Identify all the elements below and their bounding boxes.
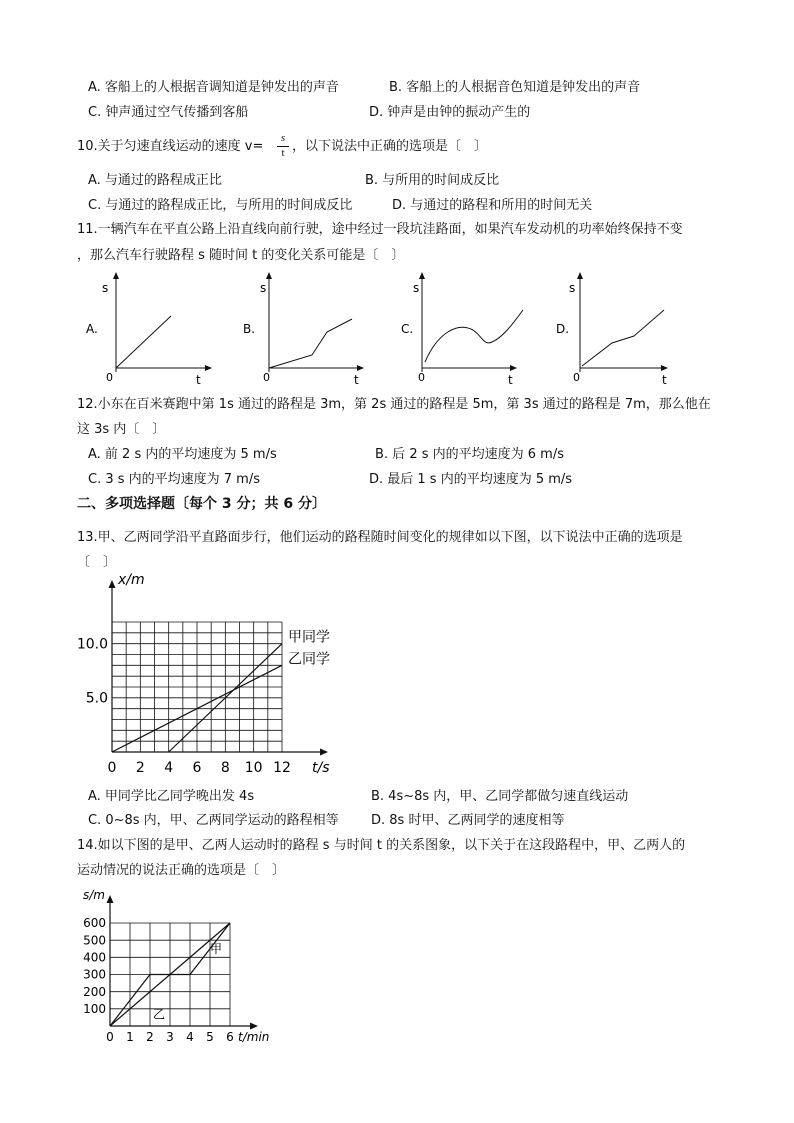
q13-chart-x-tick: 10 — [244, 760, 263, 776]
q14-chart-x-tick: 1 — [126, 1030, 134, 1044]
q9-option-c: C. 钟声通过空气传播到客船 — [88, 105, 249, 120]
q13-stem-line2: 〔 〕 — [77, 555, 117, 570]
q13-chart-y-title: x/m — [118, 572, 145, 588]
q9-option-a: A. 客船上的人根据音调知道是钟发出的声音 — [88, 80, 339, 95]
q11-stem-line2: ，那么汽车行驶路程 s 随时间 t 的变化关系可能是〔 〕 — [77, 248, 405, 263]
q10-stem-pre: 10.关于匀速直线运动的速度 v= — [77, 139, 264, 154]
q13-chart-y-arrow — [109, 580, 116, 588]
q12-option-b: B. 后 2 s 内的平均速度为 6 m/s — [375, 447, 564, 462]
q12-option-d: D. 最后 1 s 内的平均速度为 5 m/s — [369, 472, 573, 487]
q11-d-y-label: s — [569, 281, 576, 295]
q14-chart-x-tick: 5 — [206, 1030, 214, 1044]
q11-d-origin: 0 — [573, 371, 580, 384]
q13-chart-x-tick: 6 — [192, 760, 202, 776]
q11-graph-c — [401, 272, 523, 387]
q13-chart-y-tick: 10.0 — [76, 636, 108, 653]
q14-chart-y-tick: 400 — [83, 950, 106, 965]
q13-chart — [0, 572, 400, 780]
q11-a-origin: 0 — [106, 371, 113, 384]
q13-option-c: C. 0~8s 内，甲、乙两同学运动的路程相等 — [88, 813, 339, 828]
q14-chart-y-tick: 500 — [83, 933, 106, 948]
q14-chart-y-tick: 600 — [83, 916, 106, 931]
q10-option-d: D. 与通过的路程和所用的时间无关 — [392, 198, 593, 213]
q13-chart-x-tick: 0 — [107, 760, 117, 776]
q14-chart-x-tick: 3 — [166, 1030, 174, 1044]
q14-chart — [0, 885, 300, 1050]
q13-option-d: D. 8s 时甲、乙两同学的速度相等 — [371, 813, 565, 828]
q12-option-c: C. 3 s 内的平均速度为 7 m/s — [88, 472, 261, 487]
q11-c-origin: 0 — [418, 371, 425, 384]
q13-option-b: B. 4s~8s 内，甲、乙同学都做匀速直线运动 — [371, 789, 629, 804]
section-title: 二、多项选择题〔每个 3 分；共 6 分〕 — [77, 496, 326, 512]
q11-c-y-label: s — [413, 281, 420, 295]
q13-stem-line1: 13.甲、乙两同学沿平直路面步行，他们运动的路程随时间变化的规律如以下图，以下说法中正确的选项是 — [77, 530, 683, 545]
q14-chart-y-tick: 300 — [83, 967, 106, 982]
q14-chart-x-tick: 6 — [226, 1030, 234, 1044]
q11-b-x-label: t — [354, 373, 359, 387]
q14-chart-x-arrow — [250, 1023, 258, 1030]
q9-option-d: D. 钟声是由钟的振动产生的 — [369, 105, 531, 120]
q11-d-label: D. — [556, 322, 570, 336]
q11-a-label: A. — [86, 322, 98, 336]
q11-b-label: B. — [243, 322, 256, 336]
q10-option-c: C. 与通过的路程成正比，与所用的时间成反比 — [88, 198, 353, 213]
q11-a-y-label: s — [102, 281, 109, 295]
q14-chart-y-title: s/m — [83, 888, 105, 902]
q13-chart-y-tick: 5.0 — [85, 690, 108, 707]
q10-frac-den: t — [281, 147, 285, 159]
q11-c-label: C. — [401, 322, 414, 336]
q14-chart-series-label: 乙 — [153, 1007, 166, 1022]
q14-chart-y-tick: 100 — [83, 1002, 106, 1017]
q11-d-x-label: t — [662, 373, 667, 387]
q11-b-y-label: s — [260, 281, 267, 295]
q12-stem-line1: 12.小东在百米赛跑中第 1s 通过的路程是 3m，第 2s 通过的路程是 5m，第 3s 通过的路程是 7m，那么他在 — [77, 397, 711, 412]
q13-chart-x-tick: 4 — [164, 760, 174, 776]
q10-option-b: B. 与所用的时间成反比 — [365, 173, 500, 188]
q11-graphs — [80, 270, 740, 390]
q14-stem-line2: 运动情况的说法正确的选项是〔 〕 — [77, 863, 286, 878]
q14-chart-x-tick: 4 — [186, 1030, 194, 1044]
q14-chart-x-tick: 0 — [106, 1030, 114, 1044]
q13-chart-series-label: 乙同学 — [288, 651, 330, 668]
q11-graph-b — [243, 272, 364, 387]
q13-chart-x-tick: 12 — [273, 760, 291, 776]
q14-chart-y-tick: 200 — [83, 984, 106, 999]
q14-chart-x-tick: 2 — [146, 1030, 154, 1044]
q13-chart-x-tick: 8 — [220, 760, 230, 776]
q14-chart-x-title: t/min — [238, 1030, 270, 1044]
q13-chart-series-label: 甲同学 — [288, 629, 330, 646]
q12-option-a: A. 前 2 s 内的平均速度为 5 m/s — [88, 447, 277, 462]
q11-c-x-label: t — [508, 373, 513, 387]
q13-option-a: A. 甲同学比乙同学晚出发 4s — [88, 789, 255, 804]
q14-stem-line1: 14.如以下图的是甲、乙两人运动时的路程 s 与时间 t 的关系图象，以下关于在这段路程中，甲、乙两人的 — [77, 838, 686, 853]
q11-stem-line1: 11.一辆汽车在平直公路上沿直线向前行驶，途中经过一段坑洼路面，如果汽车发动机的功率始终保持不变 — [77, 222, 683, 237]
q9-option-b: B. 客船上的人根据音色知道是钟发出的声音 — [389, 80, 641, 95]
q10-stem-post: ，以下说法中正确的选项是〔 〕 — [292, 139, 488, 154]
q11-a-x-label: t — [196, 373, 201, 387]
q14-chart-y-arrow — [107, 895, 114, 903]
q13-chart-x-arrow — [320, 749, 328, 756]
q11-graph-a — [86, 272, 212, 387]
q10-frac-num: s — [280, 132, 286, 144]
q10-option-a: A. 与通过的路程成正比 — [88, 173, 222, 188]
q12-stem-line2: 这 3s 内〔 〕 — [77, 422, 166, 437]
q13-chart-x-tick: 2 — [135, 760, 145, 776]
q11-b-origin: 0 — [263, 371, 270, 384]
q13-chart-x-title: t/s — [312, 760, 330, 776]
q14-chart-series-label: 甲 — [210, 942, 223, 957]
q11-graph-d — [556, 272, 668, 387]
